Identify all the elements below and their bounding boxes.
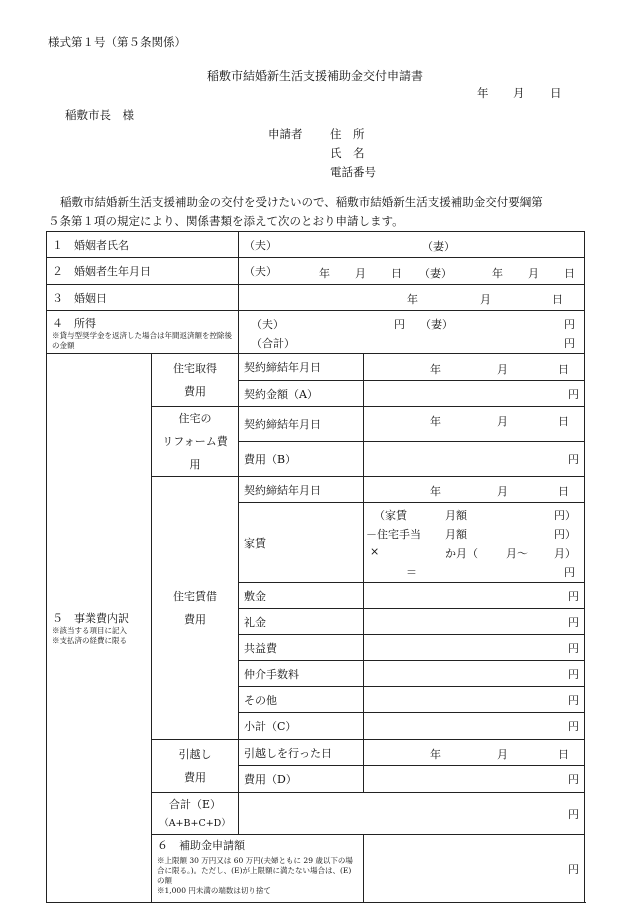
intro-line-1: 稲敷市結婚新生活支援補助金の交付を受けたいので、稲敷市結婚新生活支援補助金交付要綱第 (60, 195, 543, 209)
h-month: 月 (355, 267, 366, 280)
agent-fee-input[interactable] (364, 661, 585, 687)
wife-label: （妻） (422, 240, 455, 253)
m-year: 年 (407, 293, 418, 306)
form-number: 様式第１号（第５条関係） (48, 35, 186, 49)
reform-2: リフォーム費用 (162, 435, 228, 471)
birthdates-input[interactable] (239, 258, 585, 285)
form-title: 稲敷市結婚新生活支援補助金交付申請書 (206, 69, 423, 83)
row3-label: 婚姻日 (74, 291, 107, 305)
date-day-label: 日 (550, 86, 562, 100)
reform-day: 日 (558, 415, 569, 428)
acq-year: 年 (430, 363, 441, 376)
moving-1: 引越し (178, 748, 212, 761)
sum-cat (152, 793, 239, 835)
moving-year: 年 (430, 748, 441, 761)
rent-1: 住宅賃借 (173, 590, 217, 603)
row1-number: １ (52, 238, 63, 252)
moving-cost-yen: 円 (568, 773, 579, 786)
acq-day: 日 (558, 363, 569, 376)
acq-amount-label: 契約金額（A） (239, 381, 364, 407)
sum-input[interactable] (239, 793, 585, 835)
date-month-label: 月 (513, 86, 525, 100)
reform-1: 住宅の (178, 412, 212, 425)
acq-contract-date-label: 契約締結年月日 (239, 354, 364, 381)
intro-line-2: ５条第１項の規定により、関係書類を添えて次のとおり申請します。 (48, 214, 404, 228)
w-month: 月 (528, 267, 539, 280)
row5-number: ５ (52, 612, 63, 625)
rent-day: 日 (558, 485, 569, 498)
row4-number: ４ (52, 317, 63, 330)
names-input[interactable] (239, 232, 585, 258)
other-label: その他 (239, 687, 364, 713)
agent-fee-yen: 円 (568, 667, 579, 681)
w-year: 年 (492, 267, 503, 280)
moving-month: 月 (497, 748, 508, 761)
rent-l2c: 円） (554, 528, 576, 541)
common-fee-input[interactable] (364, 635, 585, 661)
moving-cat (152, 740, 239, 793)
row5-label: 事業費内訳 (74, 612, 129, 625)
row2-number: ２ (52, 265, 63, 278)
income-total-label: （合計） (251, 337, 295, 350)
marriage-date-input[interactable] (239, 285, 585, 311)
m-month: 月 (480, 293, 491, 306)
sum-label: 合計（E） (168, 797, 222, 811)
husband-label: （夫） (244, 238, 277, 252)
other-yen: 円 (568, 693, 579, 707)
rent-l3b: か月（ (445, 547, 478, 560)
house-acq-cat (152, 354, 239, 407)
row3-label-cell (47, 285, 239, 311)
income-input[interactable] (239, 311, 585, 354)
common-fee-label: 共益費 (239, 635, 364, 661)
wife-label-2: （妻） (419, 267, 452, 280)
income-h-yen: 円 (394, 318, 405, 331)
rent-label: 家賃 (239, 503, 364, 583)
moving-2: 費用 (184, 771, 206, 784)
reform-cost-yen: 円 (568, 453, 579, 466)
deposit-label: 敷金 (239, 583, 364, 609)
m-day: 日 (552, 293, 563, 306)
rent-calc-input[interactable] (364, 503, 585, 583)
row1-label-cell (47, 232, 239, 258)
reform-month: 月 (497, 415, 508, 428)
h-day: 日 (391, 267, 402, 280)
rent-cat (152, 477, 239, 740)
acq-amount-yen: 円 (568, 387, 579, 401)
row1-label: 婚姻者氏名 (74, 238, 129, 252)
addressee: 稲敷市長 様 (65, 108, 134, 122)
row6-label: 補助金申請額 (179, 839, 245, 852)
moving-day: 日 (558, 748, 569, 761)
row-income (47, 311, 585, 354)
rent-l1a: （家賃 (374, 509, 407, 522)
subtotal-yen: 円 (568, 720, 579, 733)
row-birthdates (47, 258, 585, 285)
rent-contract-date-label: 契約締結年月日 (239, 477, 364, 503)
reform-cat (152, 407, 239, 477)
row4-note: ※貸与型奨学金を返済した場合は年間返済額を控除後の金額 (52, 331, 232, 350)
intro-text (48, 193, 588, 231)
rent-2: 費用 (184, 613, 206, 626)
subsidy-input[interactable] (364, 835, 585, 903)
acq-contract-date-input[interactable] (364, 354, 585, 381)
row6-note-2: ※1,000 円未満の端数は切り捨て (157, 886, 271, 895)
deposit-yen: 円 (568, 589, 579, 603)
moving-date-input[interactable] (364, 740, 585, 766)
row6-note-1: ※上限額 30 万円又は 60 万円(夫婦ともに 29 歳以下の場合に限る。)。ただし、(E)が上限額に満たない場合は、(E)の額 (157, 856, 353, 885)
rent-l1c: 円） (554, 509, 576, 522)
row3-number: ３ (52, 291, 63, 305)
rent-month: 月 (497, 485, 508, 498)
name-label: 氏 名 (330, 146, 365, 160)
moving-cost-label: 費用（D） (239, 766, 364, 793)
row-house-acq-1 (47, 354, 585, 381)
h-year: 年 (319, 267, 330, 280)
w-day: 日 (564, 267, 575, 280)
income-husband: （夫） (251, 318, 284, 331)
reform-contract-date-label: 契約締結年月日 (239, 407, 364, 442)
rent-l3d: 月） (554, 547, 576, 560)
reform-year: 年 (430, 415, 441, 428)
row2-label: 婚姻者生年月日 (74, 265, 151, 278)
deposit-input[interactable] (364, 583, 585, 609)
date-year-label: 年 (477, 86, 489, 100)
rent-l3c: 月～ (506, 547, 528, 560)
row6-number: ６ (157, 839, 168, 852)
acq-amount-input[interactable] (364, 381, 585, 407)
income-w-yen: 円 (564, 318, 575, 331)
common-fee-yen: 円 (568, 641, 579, 655)
other-input[interactable] (364, 687, 585, 713)
rent-l2b: 月額 (445, 528, 467, 541)
row-names (47, 232, 585, 258)
subsidy-yen: 円 (568, 862, 579, 876)
rent-l3a: × (370, 545, 380, 558)
reform-cost-input[interactable] (364, 442, 585, 477)
rent-contract-date-input[interactable] (364, 477, 585, 503)
rent-l2a: －住宅手当 (366, 528, 421, 541)
acq-month: 月 (497, 363, 508, 376)
row6-label-cell (152, 835, 364, 903)
moving-date-label: 引越しを行った日 (239, 740, 364, 766)
reform-cost-label: 費用（B） (239, 442, 364, 477)
row5-note-1: ※該当する項目に記入 (52, 626, 127, 635)
subtotal-label: 小計（C） (239, 713, 364, 740)
moving-cost-input[interactable] (364, 766, 585, 793)
application-table (46, 231, 585, 903)
rent-l1b: 月額 (445, 509, 467, 522)
key-money-yen: 円 (568, 615, 579, 629)
rent-l4-yen: 円 (564, 566, 575, 579)
reform-contract-date-input[interactable] (364, 407, 585, 442)
applicant-label: 申請者 (268, 127, 303, 141)
house-acq-2: 費用 (184, 385, 206, 398)
subtotal-input[interactable] (364, 713, 585, 740)
income-wife: （妻） (420, 318, 453, 331)
row4-label: 所得 (74, 317, 96, 330)
sum-yen: 円 (568, 807, 579, 821)
row5-label-cell (47, 354, 152, 903)
row5-note-2: ※支払済の経費に限る (52, 636, 127, 645)
sum-formula: （A+B+C+D） (159, 817, 231, 829)
address-label: 住 所 (330, 127, 365, 141)
phone-label: 電話番号 (330, 165, 376, 179)
row4-label-cell (47, 311, 239, 354)
key-money-input[interactable] (364, 609, 585, 635)
house-acq-1: 住宅取得 (173, 362, 217, 375)
rent-year: 年 (430, 485, 441, 498)
agent-fee-label: 仲介手数料 (239, 661, 364, 687)
row2-label-cell (47, 258, 239, 285)
husband-label-2: （夫） (244, 265, 277, 278)
row-marriage-date (47, 285, 585, 311)
income-total-yen: 円 (564, 337, 575, 350)
key-money-label: 礼金 (239, 609, 364, 635)
rent-l4: ＝ (406, 566, 417, 579)
